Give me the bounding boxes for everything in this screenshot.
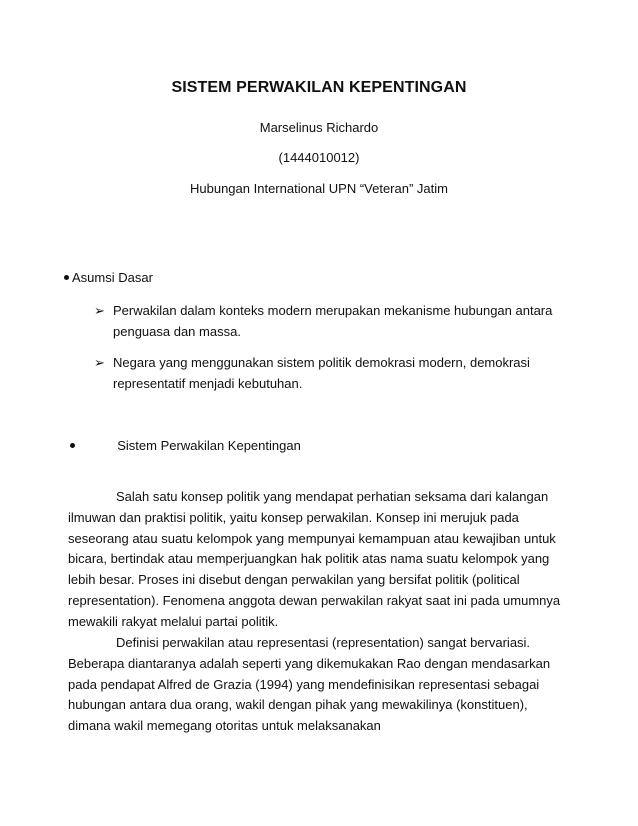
student-id: (1444010012) xyxy=(278,150,360,165)
arrow-bullet-icon: ➢ xyxy=(94,303,105,318)
paragraph-text: Salah satu konsep politik yang mendapat perhatian seksama dari kalangan ilmuwan dan praktisi politik, yaitu konsep perwakilan. Konsep ini merujuk pada seseorang atau suatu kelompok yang mempunyai kemampuan atau kewajiban untuk bicara, bertindak atau memperjuangkan hak politik atas nama suatu kelompok yang lebih besar. Proses ini disebut dengan perwakilan yang bersifat politik (political representation). Fenomena anggota dewan perwakilan rakyat saat ini pada umumnya mewakili rakyat melalui partai politik. xyxy=(68,489,561,629)
paragraph xyxy=(68,633,568,737)
paragraph xyxy=(68,487,568,633)
list-item-text: Perwakilan dalam konteks modern merupakan mekanisme hubungan antara penguasa dan massa. xyxy=(113,303,553,339)
affiliation: Hubungan International UPN “Veteran” Jatim xyxy=(190,181,448,196)
bullet-icon xyxy=(64,275,69,280)
paragraph-text: Definisi perwakilan atau representasi (representation) sangat bervariasi. Beberapa diantaranya adalah seperti yang dikemukakan Rao dengan mendasarkan pada pendapat Alfred de Grazia (1994) yang mendefinisikan representasi sebagai hubungan antara dua orang, wakil dengan pihak yang mewakilinya (konstituen), dimana wakil memegang otoritas untuk melaksanakan xyxy=(68,635,551,734)
section-sistem-perwakilan xyxy=(70,438,301,453)
document-title: SISTEM PERWAKILAN KEPENTINGAN xyxy=(171,79,467,96)
list-item-text: Negara yang menggunakan sistem politik demokrasi modern, demokrasi representatif menjadi kebutuhan. xyxy=(113,355,530,391)
arrow-bullet-icon: ➢ xyxy=(94,355,105,370)
author-name: Marselinus Richardo xyxy=(259,120,379,135)
bullet-icon xyxy=(70,443,75,448)
section-asumsi-dasar xyxy=(64,270,153,285)
section-heading: Asumsi Dasar xyxy=(72,270,153,285)
section-heading: Sistem Perwakilan Kepentingan xyxy=(117,438,301,453)
list-item xyxy=(94,300,564,342)
list-item xyxy=(94,352,564,394)
